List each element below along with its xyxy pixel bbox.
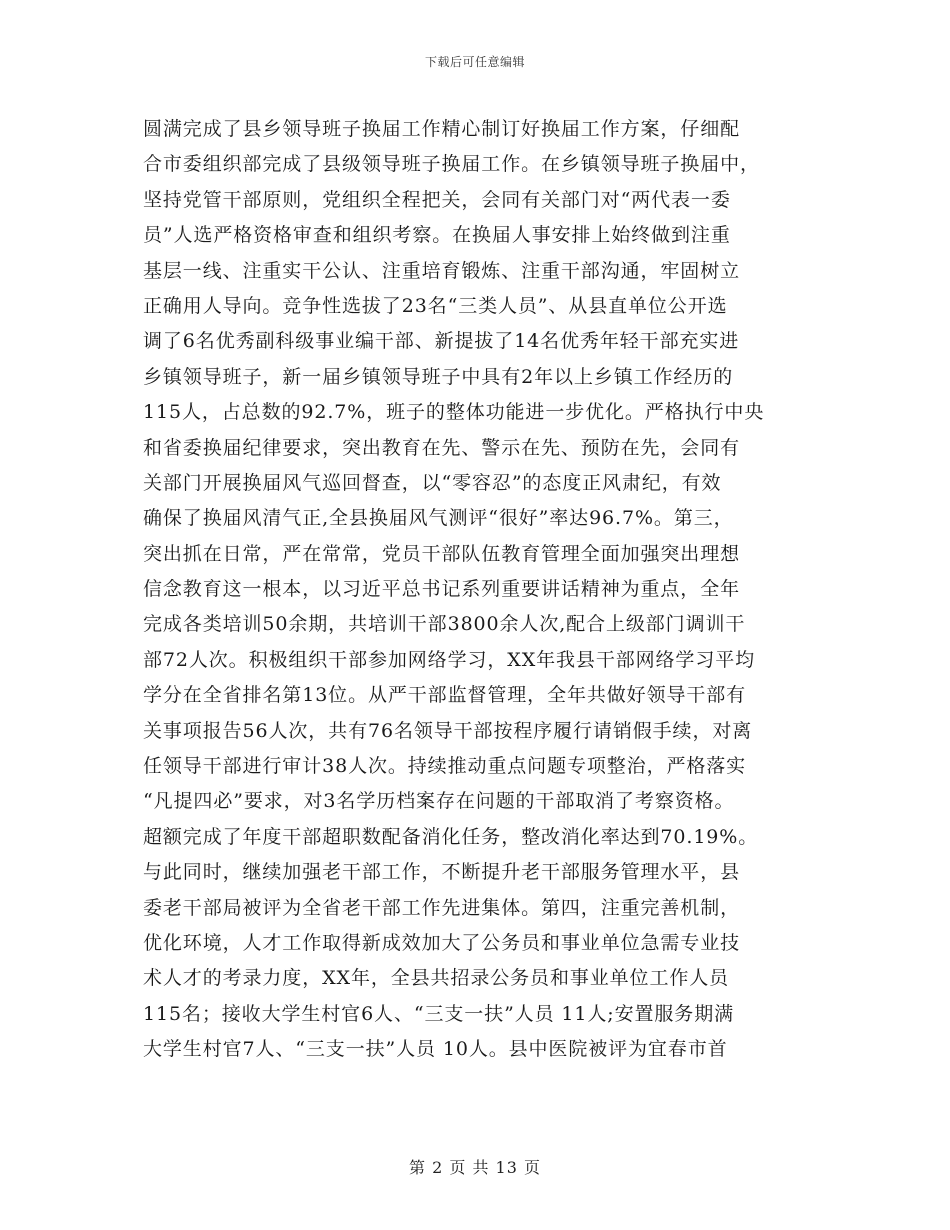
text-line: “凡提四必”要求，对3名学历档案存在问题的干部取消了考察资格。 [143,790,735,813]
text-line: 115名；接收大学生村官6人、“三支一扶”人员 11人;安置服务期满 [143,1002,734,1025]
text-line: 优化环境，人才工作取得新成效加大了公务员和事业单位急需专业技 [143,931,741,954]
text-line: 信念教育这一根本，以习近平总书记系列重要讲话精神为重点，全年 [143,578,741,601]
text-line: 超额完成了年度干部超职数配备消化任务，整改消化率达到70.19%。 [143,825,759,848]
text-line: 坚持党管干部原则，党组织全程把关，会同有关部门对“两代表一委 [143,188,731,211]
text-line: 合市委组织部完成了县级领导班子换届工作。在乡镇领导班子换届中， [143,153,760,176]
text-line: 完成各类培训50余期，共培训干部3800余人次,配合上级部门调训干 [143,613,746,636]
text-line: 术人才的考录力度，XX年，全县共招录公务员和事业单位工作人员 [143,967,730,990]
text-line: 基层一线、注重实干公认、注重培育锻炼、注重干部沟通，牢固树立 [143,259,741,282]
text-line: 任领导干部进行审计38人次。持续推动重点问题专项整治，严格落实 [143,755,747,778]
text-line: 乡镇领导班子，新一届乡镇领导班子中具有2年以上乡镇工作经历的 [143,365,734,388]
page-header: 下载后可任意编辑 [424,55,525,69]
text-line: 委老干部局被评为全省老干部工作先进集体。第四，注重完善机制， [143,896,741,919]
text-line: 关事项报告56人次，共有76名领导干部按程序履行请销假手续，对离 [143,719,753,742]
text-line: 员”人选严格资格审查和组织考察。在换届人事安排上始终做到注重 [143,224,731,247]
text-line: 突出抓在日常，严在常常，党员干部队伍教育管理全面加强突出理想 [143,542,741,565]
text-line: 115人，占总数的92.7%，班子的整体功能进一步优化。严格执行中央 [143,401,765,424]
text-line: 和省委换届纪律要求，突出教育在先、警示在先、预防在先，会同有 [143,436,741,459]
text-line: 调了6名优秀副科级事业编干部、新提拔了14名优秀年轻干部充实进 [143,330,740,353]
text-line: 关部门开展换届风气巡回督查，以“零容忍”的态度正风肃纪，有效 [143,471,722,494]
text-line: 大学生村官7人、“三支一扶”人员 10人。县中医院被评为宜春市首 [143,1038,728,1061]
text-line: 圆满完成了县乡领导班子换届工作精心制订好换届工作方案，仔细配 [143,118,741,140]
page-number: 第 2 页 共 13 页 [409,1158,541,1177]
document-body [143,112,823,1068]
text-line: 学分在全省排名第13位。从严干部监督管理，全年共做好领导干部有 [143,684,747,707]
text-line: 正确用人导向。竞争性选拔了23名“三类人员”、从县直单位公开选 [143,294,728,317]
text-line: 部72人次。积极组织干部参加网络学习，XX年我县干部网络学习平均 [143,648,756,671]
text-line: 确保了换届风清气正,全县换届风气测评“很好”率达96.7%。第三， [143,507,734,530]
text-line: 与此同时，继续加强老干部工作，不断提升老干部服务管理水平，县 [143,861,741,884]
